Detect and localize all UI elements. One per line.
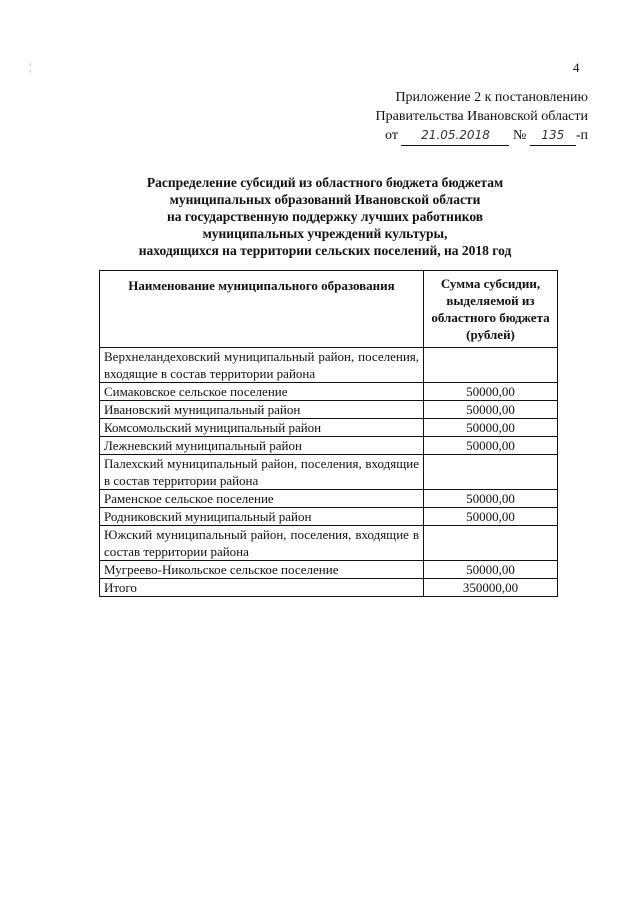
row-name: Южский муниципальный район, поселения, входящие в состав территории района	[100, 526, 424, 561]
table-row	[100, 348, 558, 383]
table-row	[100, 455, 558, 490]
row-sum: 50000,00	[424, 508, 558, 526]
title-line-4: муниципальных учреждений культуры,	[202, 226, 448, 241]
row-name: Ивановский муниципальный район	[100, 401, 424, 419]
row-name: Палехский муниципальный район, поселения, входящие в состав территории района	[100, 455, 424, 490]
row-name: Верхнеландеховский муниципальный район, поселения, входящие в состав территории района	[100, 348, 424, 383]
title-line-2: муниципальных образований Ивановской области	[169, 192, 481, 207]
total-sum: 350000,00	[424, 579, 558, 597]
table-row	[100, 401, 558, 419]
margin-mark: ¦	[29, 61, 32, 73]
row-sum	[424, 526, 558, 561]
table-row	[100, 561, 558, 579]
page-number: 4	[573, 60, 580, 75]
column-header-name: Наименование муниципального образования	[100, 271, 424, 348]
total-label: Итого	[100, 579, 424, 597]
table-row	[100, 383, 558, 401]
annex-date: 21.05.2018	[401, 126, 509, 146]
title-line-5: находящихся на территории сельских поселений, на 2018 год	[138, 243, 512, 258]
row-sum: 50000,00	[424, 383, 558, 401]
table-row	[100, 437, 558, 455]
title-line-1: Распределение субсидий из областного бюджета бюджетам	[146, 175, 504, 190]
table-row	[100, 490, 558, 508]
document-title	[100, 174, 550, 259]
table-total-row	[100, 579, 558, 597]
row-name: Родниковский муниципальный район	[100, 508, 424, 526]
annex-line-3	[330, 126, 588, 146]
row-sum: 50000,00	[424, 561, 558, 579]
subsidy-table	[99, 270, 558, 597]
row-sum: 50000,00	[424, 419, 558, 437]
annex-line-1: Приложение 2 к постановлению	[395, 90, 588, 105]
row-sum: 50000,00	[424, 490, 558, 508]
row-name: Раменское сельское поселение	[100, 490, 424, 508]
row-name: Симаковское сельское поселение	[100, 383, 424, 401]
annex-header	[330, 88, 588, 146]
table-row	[100, 419, 558, 437]
annex-from-label: от	[385, 128, 398, 143]
title-line-3: на государственную поддержку лучших работников	[166, 209, 484, 224]
annex-line-2: Правительства Ивановской области	[375, 109, 588, 124]
row-name: Лежневский муниципальный район	[100, 437, 424, 455]
row-sum	[424, 348, 558, 383]
row-sum: 50000,00	[424, 401, 558, 419]
row-name: Мугреево-Никольское сельское поселение	[100, 561, 424, 579]
table-row	[100, 526, 558, 561]
table-header-row	[100, 271, 558, 348]
table-row	[100, 508, 558, 526]
row-sum	[424, 455, 558, 490]
row-sum: 50000,00	[424, 437, 558, 455]
annex-number: 135	[530, 126, 576, 146]
annex-number-label: №	[512, 128, 527, 143]
annex-suffix: -п	[575, 128, 588, 143]
row-name: Комсомольский муниципальный район	[100, 419, 424, 437]
column-header-sum: Сумма субсидии, выделяемой из областного бюджета (рублей)	[424, 271, 558, 348]
